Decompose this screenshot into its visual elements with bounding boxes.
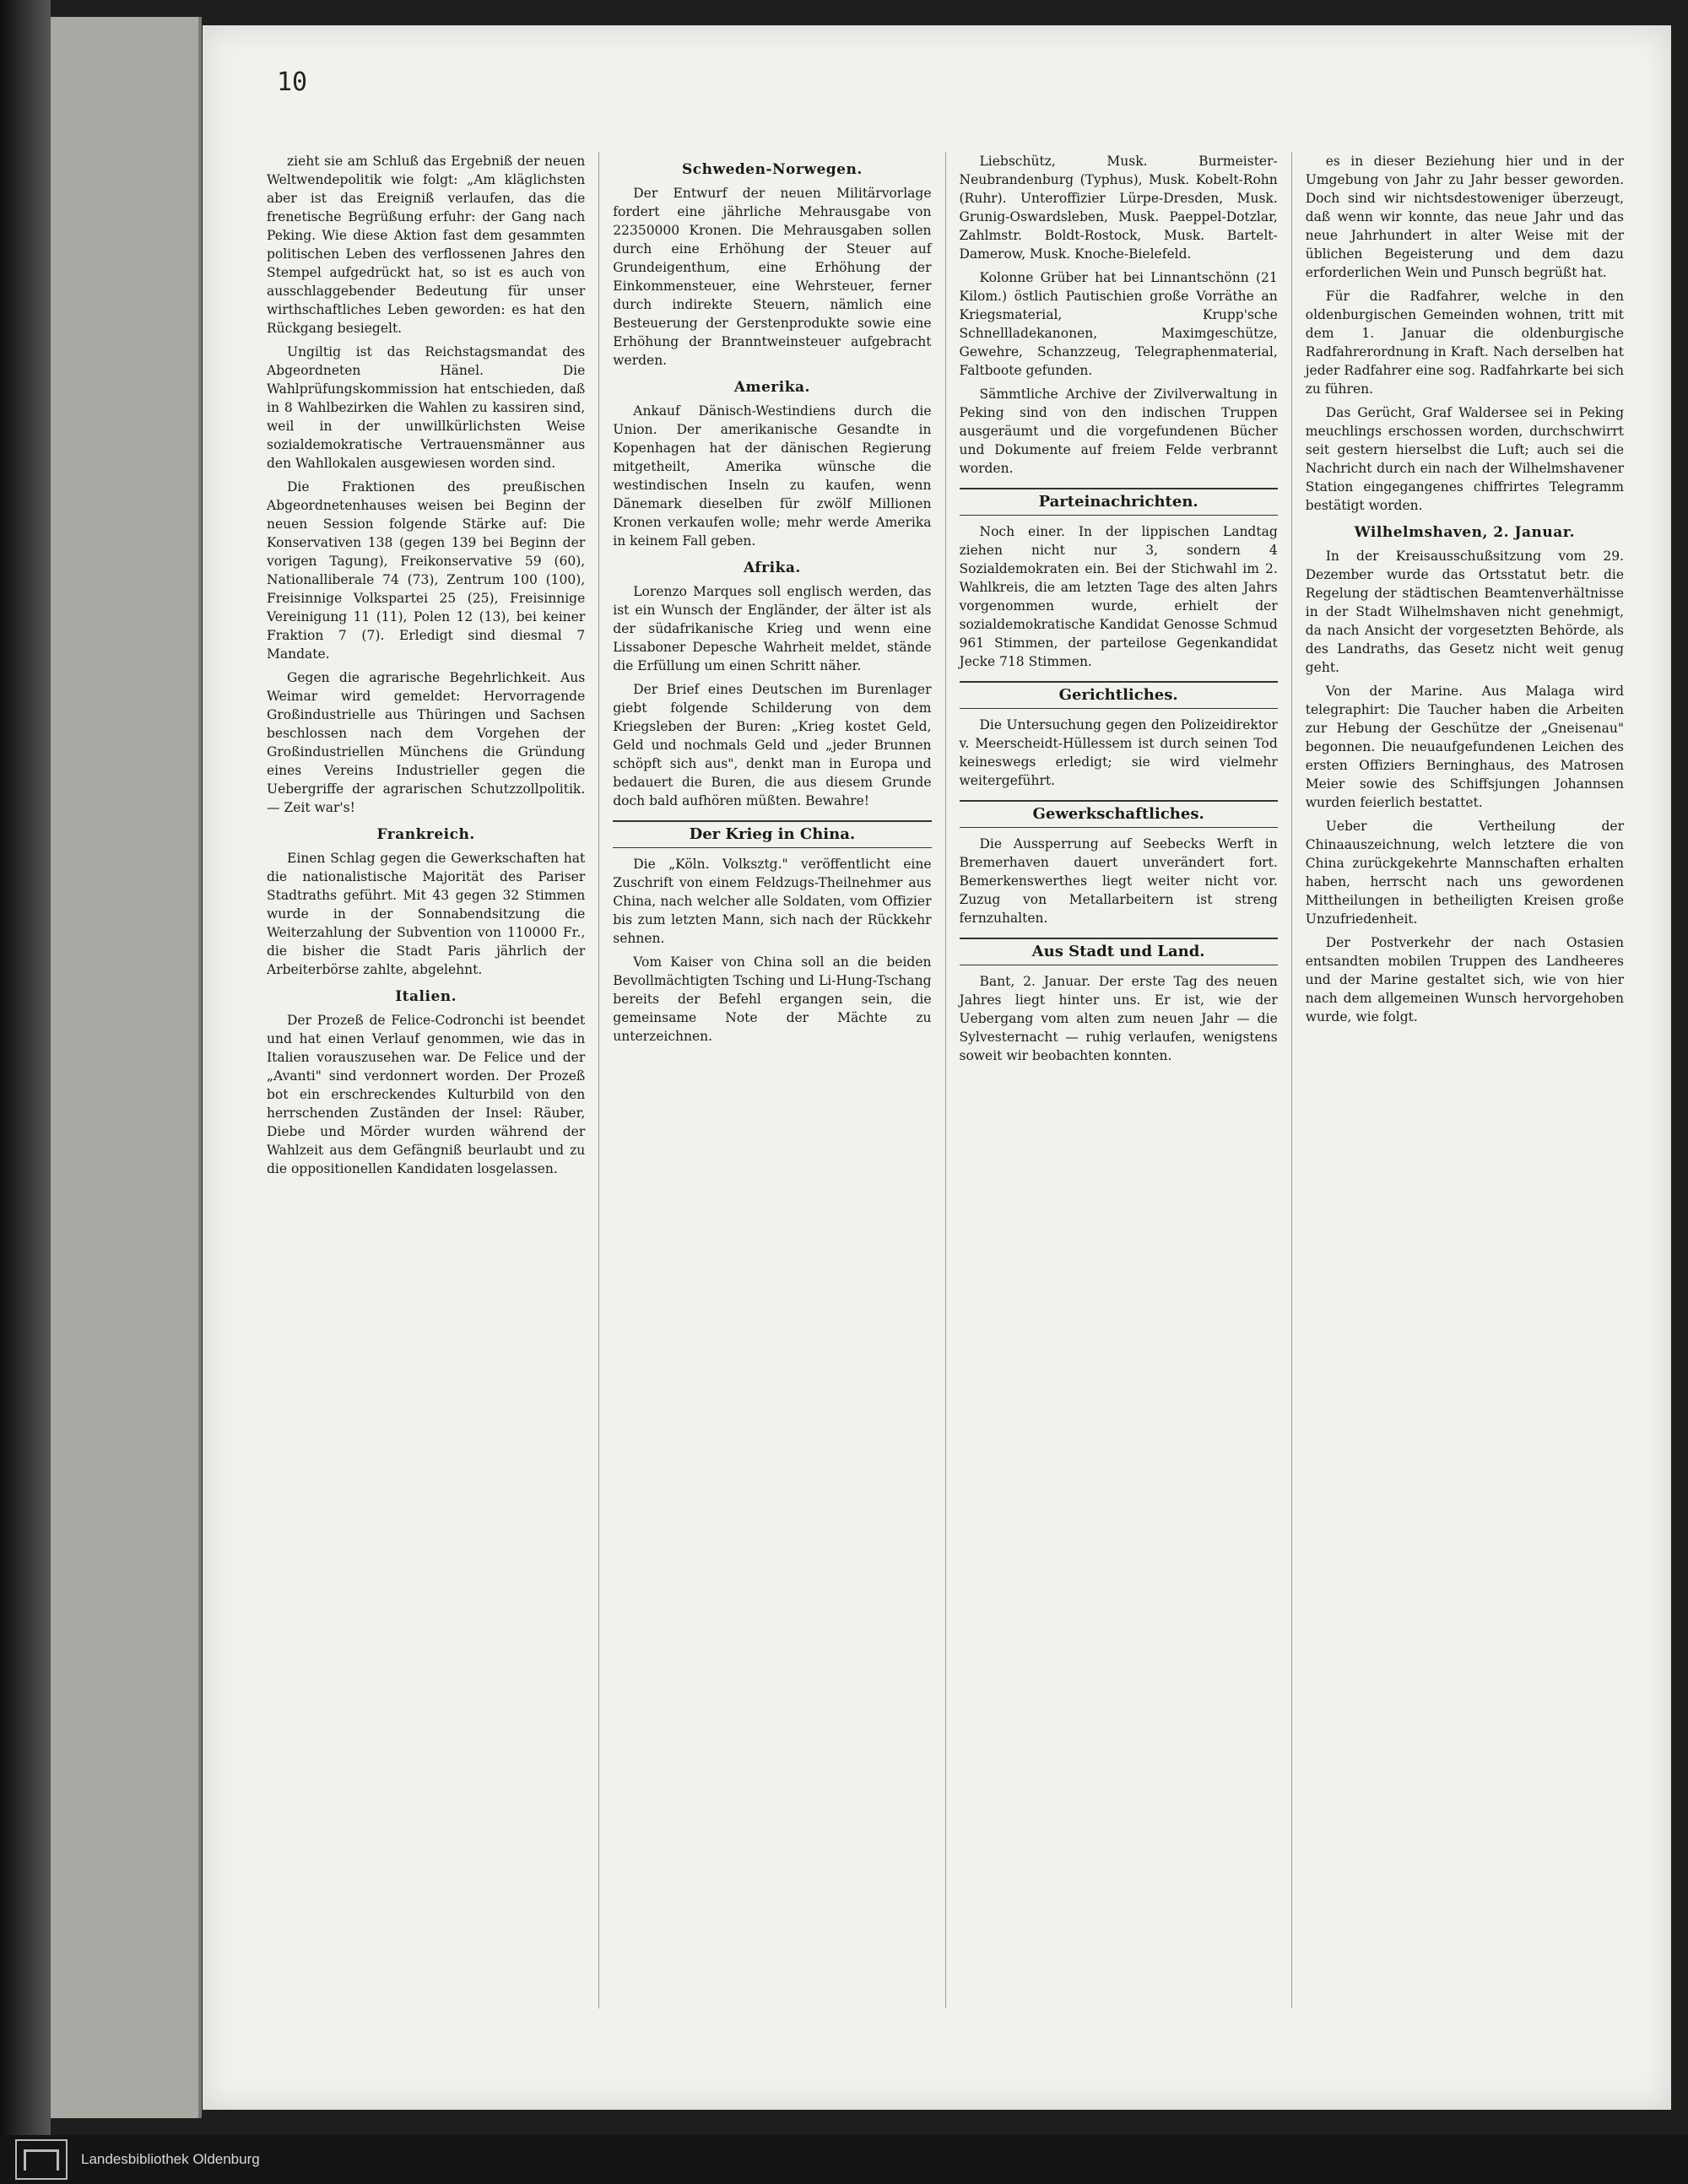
section-heading: Amerika. bbox=[733, 379, 810, 396]
page-number: 10 bbox=[277, 68, 308, 97]
text-columns bbox=[253, 152, 1637, 2008]
column-3 bbox=[945, 152, 1291, 2008]
paragraph: Sämmtliche Archive der Zivilverwaltung in Peking sind von den indischen Truppen ausgeräumt und die vorgefundenen Bücher und Dokumente auf freiem Felde verbrannt worden. bbox=[959, 387, 1278, 476]
section-heading: Italien. bbox=[395, 988, 457, 1005]
section-heading-major: Gerichtliches. bbox=[960, 681, 1278, 709]
paragraph: Die „Köln. Volksztg." veröffentlicht eine Zuschrift von einem Feldzugs-Theilnehmer aus China, nach welcher alle Soldaten, vom Offizier bis zum letzten Mann, sich nach der Rückkehr sehnen. bbox=[613, 857, 932, 946]
paragraph: Die Fraktionen des preußischen Abgeordnetenhauses weisen bei Beginn der neuen Session folgende Stärke auf: Die Konservativen 138 (gegen 139 bei Beginn der vorigen Tagung), Freikonservative 59 (60), Nationalliberale 74 (73), Zentrum 100 (100), Freisinnige Volkspartei 25 (25), Freisinnige Vereinigung 11 (11), Polen 12 (13), bei keiner Fraktion 7 (7). Erledigt sind diesmal 7 Mandate. bbox=[267, 479, 586, 662]
section-heading: Afrika. bbox=[743, 560, 801, 576]
paragraph: Bant, 2. Januar. Der erste Tag des neuen Jahres liegt hinter uns. Er ist, wie der Uebergang vom alten zum neuen Jahr — die Sylvesternacht — ruhig verlaufen, wenigstens soweit wir beobachten konnten. bbox=[959, 974, 1278, 1063]
paragraph: zieht sie am Schluß das Ergebniß der neuen Weltwendepolitik wie folgt: „Am kläglichsten aber ist das Ereigniß verlaufen, das die frenetische Begrüßung erfuhr: der Gang nach Peking. Wie diese Aktion fast dem gesammten politischen Leben des verflossenen Jahres den Stempel aufgedrückt hat, so ist es auch von ausschlaggebender Bedeutung für unser wirthschaftliches Leben geworden: es hat den Rückgang besiegelt. bbox=[267, 154, 586, 336]
section-heading: Wilhelmshaven, 2. Januar. bbox=[1354, 524, 1576, 541]
paragraph: Ankauf Dänisch-Westindiens durch die Union. Der amerikanische Gesandte in Kopenhagen hat der dänischen Regierung mitgetheilt, Amerika wünsche die westindischen Inseln zu kaufen, wenn Dänemark dieselben für zwölf Millionen Kronen verkaufen wolle; mehr werde Amerika in keinem Fall geben. bbox=[613, 403, 932, 549]
facing-page-edge bbox=[51, 17, 202, 2118]
paragraph: Lorenzo Marques soll englisch werden, das ist ein Wunsch der Engländer, der älter ist als der südafrikanische Krieg und wenn eine Lissaboner Depesche Wahrheit meldet, stände die Erfüllung um einen Schritt näher. bbox=[613, 584, 932, 673]
paragraph: Ungiltig ist das Reichstagsmandat des Abgeordneten Hänel. Die Wahlprüfungskommission hat entschieden, daß in 8 Wahlbezirken die Wahlen zu kassiren sind, weil in der unwillkürlichsten Weise sozialdemokratische Vertrauensmänner aus den Wahllokalen ausgewiesen worden sind. bbox=[267, 344, 586, 471]
paragraph: Der Prozeß de Felice-Codronchi ist beendet und hat einen Verlauf genommen, wie das in Italien vorauszusehen war. De Felice und der „Avanti" sind verdonnert worden. Der Prozeß bot ein erschreckendes Kulturbild von den herrschenden Zuständen der Insel: Räuber, Diebe und Mörder wurden während der Wahlzeit aus dem Gefängniß beurlaubt und zu die oppositionellen Kandidaten losgelassen. bbox=[267, 1013, 586, 1176]
section-heading-major: Parteinachrichten. bbox=[960, 488, 1278, 516]
book-spine bbox=[0, 0, 51, 2135]
section-heading-major: Der Krieg in China. bbox=[613, 820, 931, 848]
library-name: Landesbibliothek Oldenburg bbox=[81, 2151, 260, 2167]
paragraph: Liebschütz, Musk. Burmeister-Neubrandenburg (Typhus), Musk. Kobelt-Rohn (Ruhr). Unteroffizier Lürpe-Dresden, Musk. Grunig-Oswardsleben, Musk. Paeppel-Dotzlar, Zahlmstr. Boldt-Rostock, Musk. Bartelt-Damerow, Musk. Knoche-Bielefeld. bbox=[959, 154, 1278, 262]
paragraph: es in dieser Beziehung hier und in der Umgebung von Jahr zu Jahr besser geworden. Doch sind wir nichtsdestoweniger überzeugt, daß wenn wir konnte, das neue Jahr und das neue Jahrhundert in alter Weise mit der üblichen Begeisterung und dem dazu erforderlichen Wein und Punsch begrüßt hat. bbox=[1305, 154, 1624, 280]
section-heading-major: Gewerkschaftliches. bbox=[960, 800, 1278, 828]
paragraph: Der Entwurf der neuen Militärvorlage fordert eine jährliche Mehrausgabe von 22350000 Kronen. Die Mehrausgaben sollen durch eine Erhöhung der Steuer auf Grundeigenthum, eine Erhöhung der Einkommensteuer, eine Wehrsteuer, ferner durch indirekte Steuern, nämlich eine Besteuerung der Gerstenprodukte sowie eine Erhöhung der Branntweinsteuer aufgebracht werden. bbox=[613, 186, 932, 368]
paragraph: Der Postverkehr der nach Ostasien entsandten mobilen Truppen des Landheeres und der Marine gestaltet sich, wie von hier nach dem allgemeinen Wunsch hervorgehoben wurde, wie folgt. bbox=[1305, 935, 1624, 1024]
library-building-icon bbox=[15, 2139, 68, 2180]
paragraph: Der Brief eines Deutschen im Burenlager giebt folgende Schilderung von dem Kriegsleben der Buren: „Krieg kostet Geld, Geld und nochmals Geld und „jeder Brunnen schöpft sich aus", denkt man in Europa und bedauert die Buren, die aus diesem Grunde doch bald aufhören müßten. Bewahre! bbox=[613, 682, 932, 808]
paragraph: Ueber die Vertheilung der Chinaauszeichnung, welch letztere die von China zurückgekehrte Mannschaften erhalten haben, herrscht nach uns gewordenen Mittheilungen in betheiligten Kreisen große Unzufriedenheit. bbox=[1305, 819, 1624, 927]
section-heading-major: Aus Stadt und Land. bbox=[960, 938, 1278, 965]
column-1 bbox=[253, 152, 598, 2008]
paragraph: Von der Marine. Aus Malaga wird telegraphirt: Die Taucher haben die Arbeiten zur Hebung der Geschütze der „Gneisenau" begonnen. Die neuaufgefundenen Leichen des ersten Offiziers Berninghaus, des Matrosen Meier sowie des Schiffsjungen Johannsen wurden feierlich bestattet. bbox=[1305, 684, 1624, 810]
paragraph: Kolonne Grüber hat bei Linnantschönn (21 Kilom.) östlich Pautischien große Vorräthe an Kriegsmaterial, Krupp'sche Schnellladekanonen, Maximgeschütze, Gewehre, Schanzzeug, Telegraphenmaterial, Faltboote gefunden. bbox=[959, 270, 1278, 378]
paragraph: Gegen die agrarische Begehrlichkeit. Aus Weimar wird gemeldet: Hervorragende Großindustrielle aus Thüringen und Sachsen beschlossen nach dem Vorgehen der Großindustriellen Münchens die Gründung eines Vereins Industrieller gegen die Uebergriffe der agrarischen Schutzzollpolitik. — Zeit war's! bbox=[267, 670, 586, 815]
column-4 bbox=[1291, 152, 1637, 2008]
viewer-footer bbox=[0, 2135, 1688, 2184]
column-2 bbox=[598, 152, 944, 2008]
paragraph: Noch einer. In der lippischen Landtag ziehen nicht nur 3, sondern 4 Sozialdemokraten ein. Bei der Stichwahl im 2. Wahlkreis, die am letzten Tage des alten Jahrs vorgenommen wurde, erhielt der sozialdemokratische Kandidat Genosse Schmud 961 Stimmen, der parteilose Gegenkandidat Jecke 718 Stimmen. bbox=[959, 524, 1278, 669]
paragraph: Für die Radfahrer, welche in den oldenburgischen Gemeinden wohnen, tritt mit dem 1. Januar die oldenburgische Radfahrerordnung in Kraft. Nach derselben hat jeder Radfahrer eine sog. Radfahrkarte bei sich zu führen. bbox=[1305, 289, 1624, 397]
paragraph: Das Gerücht, Graf Waldersee sei in Peking meuchlings erschossen worden, durchschwirrt seit gestern hierselbst die Luft; auch sei die Nachricht durch ein nach der Wilhelmshavener Station eingegangenes chiffrirtes Telegramm bestätigt worden. bbox=[1305, 405, 1624, 513]
section-heading: Schweden-Norwegen. bbox=[681, 161, 863, 178]
section-heading: Frankreich. bbox=[376, 826, 475, 843]
paragraph: Die Untersuchung gegen den Polizeidirektor v. Meerscheidt-Hüllessem ist durch seinen Tod keineswegs erledigt; sie wird vielmehr weitergeführt. bbox=[959, 717, 1278, 788]
paragraph: Die Aussperrung auf Seebecks Werft in Bremerhaven dauert unverändert fort. Bemerkenswerthes liegt weiter nicht vor. Zuzug von Metallarbeitern ist streng fernzuhalten. bbox=[959, 836, 1278, 926]
paragraph: Vom Kaiser von China soll an die beiden Bevollmächtigten Tsching und Li-Hung-Tschang bereits der Befehl ergangen sein, die gemeinsame Note der Mächte zu unterzeichnen. bbox=[613, 954, 932, 1044]
newspaper-page bbox=[203, 25, 1671, 2110]
paragraph: Einen Schlag gegen die Gewerkschaften hat die nationalistische Majorität des Pariser Stadtraths geführt. Mit 43 gegen 32 Stimmen wurde in der Sonnabendsitzung die Weiterzahlung der Subvention von 110000 Fr., die bisher die Stadt Paris jährlich der Arbeiterbörse zahlte, abgelehnt. bbox=[267, 851, 586, 977]
paragraph: In der Kreisausschußsitzung vom 29. Dezember wurde das Ortsstatut betr. die Regelung der städtischen Beamtenverhältnisse in der Stadt Wilhelmshaven nicht genehmigt, da nach Ansicht der vorgesetzten Behörde, als des Landraths, das Gesetz nicht weit genug geht. bbox=[1305, 549, 1624, 675]
